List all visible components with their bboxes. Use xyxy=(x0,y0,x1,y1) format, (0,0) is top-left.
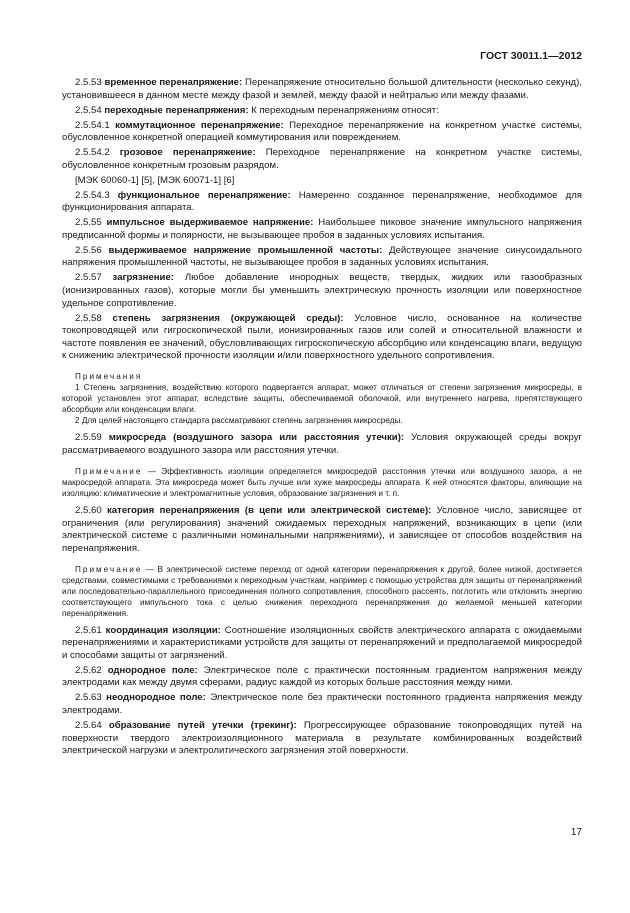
clause-2-5-63: 2.5.63 неоднородное поле: Электрическое поле без практически постоянного градиента напряжения между электродами. xyxy=(62,692,582,717)
term: функциональное перенапряжение: xyxy=(117,189,291,201)
clause-2-5-55: 2.5.55 импульсное выдерживаемое напряжение: Наибольшее пиковое значение импульсного напряжения предписанной формы и полярности, не вызывающее пробоя в заданных условиях испытания. xyxy=(62,217,582,241)
term: загрязнение: xyxy=(112,272,174,284)
clause-2-5-58: 2.5.58 степень загрязнения (окружающей среды): Условное число, основанное на количестве токопроводящей или гигроскопической пыли, ионизированных газов или солей и относительной влажности и частоте появления ее значений, обусловливающих гигроскопическую абсорбцию или конденсацию влаги, ведущую к снижению электрической прочности изоляции и/или поверхностного удельного сопротивления. xyxy=(62,312,582,362)
note-2: 2 Для целей настоящего стандарта рассматривают степень загрязнения микросреды. xyxy=(75,416,403,426)
term: выдерживаемое напряжение промышленной частоты: xyxy=(108,244,383,256)
clause-2-5-59: 2.5.59 микросреда (воздушного зазора или расстояния утечки): Условия окружающей среды вокруг рассматриваемого воздушного зазора или расстояния утечки. xyxy=(62,432,582,456)
term: грозовое перенапряжение: xyxy=(119,147,256,159)
clause-2-5-56: 2.5.56 выдерживаемое напряжение промышленной частоты: Действующее значение синусоидального напряжения промышленной частоты, не вызывающее пробоя в заданных условиях испытания. xyxy=(62,244,582,269)
clause-2-5-53: 2.5.53 временное перенапряжение: Перенапряжение относительно большой длительности (несколько секунд), установившееся в данном месте между фазой и землей, между фазой и нейтралью или между фазами. xyxy=(62,77,583,101)
clause-2-5-54: 2.5.54 переходные перенапряжения: К переходным перенапряжениям относят: xyxy=(75,104,439,116)
term: микросреда (воздушного зазора или расстояния утечки): xyxy=(108,432,405,444)
term: временное перенапряжение: xyxy=(104,77,243,88)
clause-2-5-64: 2.5.64 образование путей утечки (трекинг): Прогрессирующее образование токопроводящих путей на поверхности твердого электроизоляционного материала в результате комбинированных воздействий электрической нагрузки и электролитического загрязнения этой поверхности. xyxy=(62,720,582,757)
term: координация изоляции: xyxy=(105,624,221,636)
term: однородное поле: xyxy=(107,664,198,676)
notes-title: Примечания xyxy=(75,372,143,382)
note-1: 1 Степень загрязнения, воздействию которого подвергается аппарат, может отличаться от степени загрязнения микросреды, в которой установлен этот аппарат, вследствие защиты, обеспечиваемой оболочкой, или внутреннего нагрева, препятствующего абсорбции или конденсации влаги. xyxy=(62,383,582,415)
clause-2-5-54-3: 2.5.54.3 функциональное перенапряжение: Намеренно созданное перенапряжение, необходимое для функционирования аппарата. xyxy=(62,189,582,214)
reference-note: [МЭК 60060-1] [5], [МЭК 60071-1] [6] xyxy=(75,174,235,186)
document-body xyxy=(62,77,582,760)
clause-2-5-57: 2.5.57 загрязнение: Любое добавление инородных веществ, твердых, жидких или газообразных (ионизированных газов), которые могли бы уменьшить электрическую прочность изоляции или поверхностное удельное сопротивление. xyxy=(62,272,582,309)
term: категория перенапряжения (в цепи или электрической системе): xyxy=(107,504,432,516)
note-2-5-59: Примечание — Эффективность изоляции определяется микросредой расстояния утечки или воздушного зазора, а не макросредой аппарата. Эта микросреда может быть лучше или хуже макросреды аппарата. К ней относятся факторы, влияющие на изоляцию: климатические и электромагнитные условия, образование загрязнения и т. п. xyxy=(62,466,582,498)
clause-2-5-60: 2.5.60 категория перенапряжения (в цепи или электрической системе): Условное число, зависящее от ограничения (или регулирования) значений ожидаемых переходных напряжений, возникающих в цепи (или электрической системе с различными номинальными напряжениями), и зависящее от способов воздействия на перенапряжения. xyxy=(62,504,582,554)
term: неоднородное поле: xyxy=(106,692,206,704)
term: коммутационное перенапряжение: xyxy=(115,119,284,131)
term: переходные перенапряжения: xyxy=(104,104,249,116)
clause-2-5-54-1: 2.5.54.1 коммутационное перенапряжение: Переходное перенапряжение на конкретном участке системы, обусловленное конкретной операцией коммутирования или повреждением. xyxy=(62,119,582,144)
term: степень загрязнения (окружающей среды): xyxy=(112,312,344,324)
term: импульсное выдерживаемое напряжение: xyxy=(106,217,314,229)
clause-2-5-54-2: 2.5.54.2 грозовое перенапряжение: Переходное перенапряжение на конкретном участке системы, обусловленное конкретным грозовым разрядом. xyxy=(62,147,582,171)
clause-2-5-62: 2.5.62 однородное поле: Электрическое поле с практически постоянным градиентом напряжения между электродами как между двумя сферами, радиус каждой из которых больше расстояния между ними. xyxy=(62,664,583,689)
page-number: 17 xyxy=(570,827,582,838)
note-2-5-60: Примечание — В электрической системе переход от одной категории перенапряжения к другой, более низкой, достигается средствами, совместимыми с требованиями к переходным участкам, например с помощью устройства для защиты от перенапряжений или последовательно-параллельного присоединения полного сопротивления, способного рассеять, поглотить или отклонить энергию соответствующего импульсного тока с целью снижения переходного перенапряжения до желаемой меньшей категории перенапряжения. xyxy=(62,564,582,618)
term: образование путей утечки (трекинг): xyxy=(108,720,297,732)
standard-code-header: ГОСТ 30011.1—2012 xyxy=(480,50,582,62)
clause-2-5-61: 2.5.61 координация изоляции: Соотношение изоляционных свойств электрического аппарата с ожидаемыми перенапряжениями и характеристиками устройств для защиты от перенапряжений и предполагаемой микросредой и способами защиты от загрязнений. xyxy=(62,624,582,661)
